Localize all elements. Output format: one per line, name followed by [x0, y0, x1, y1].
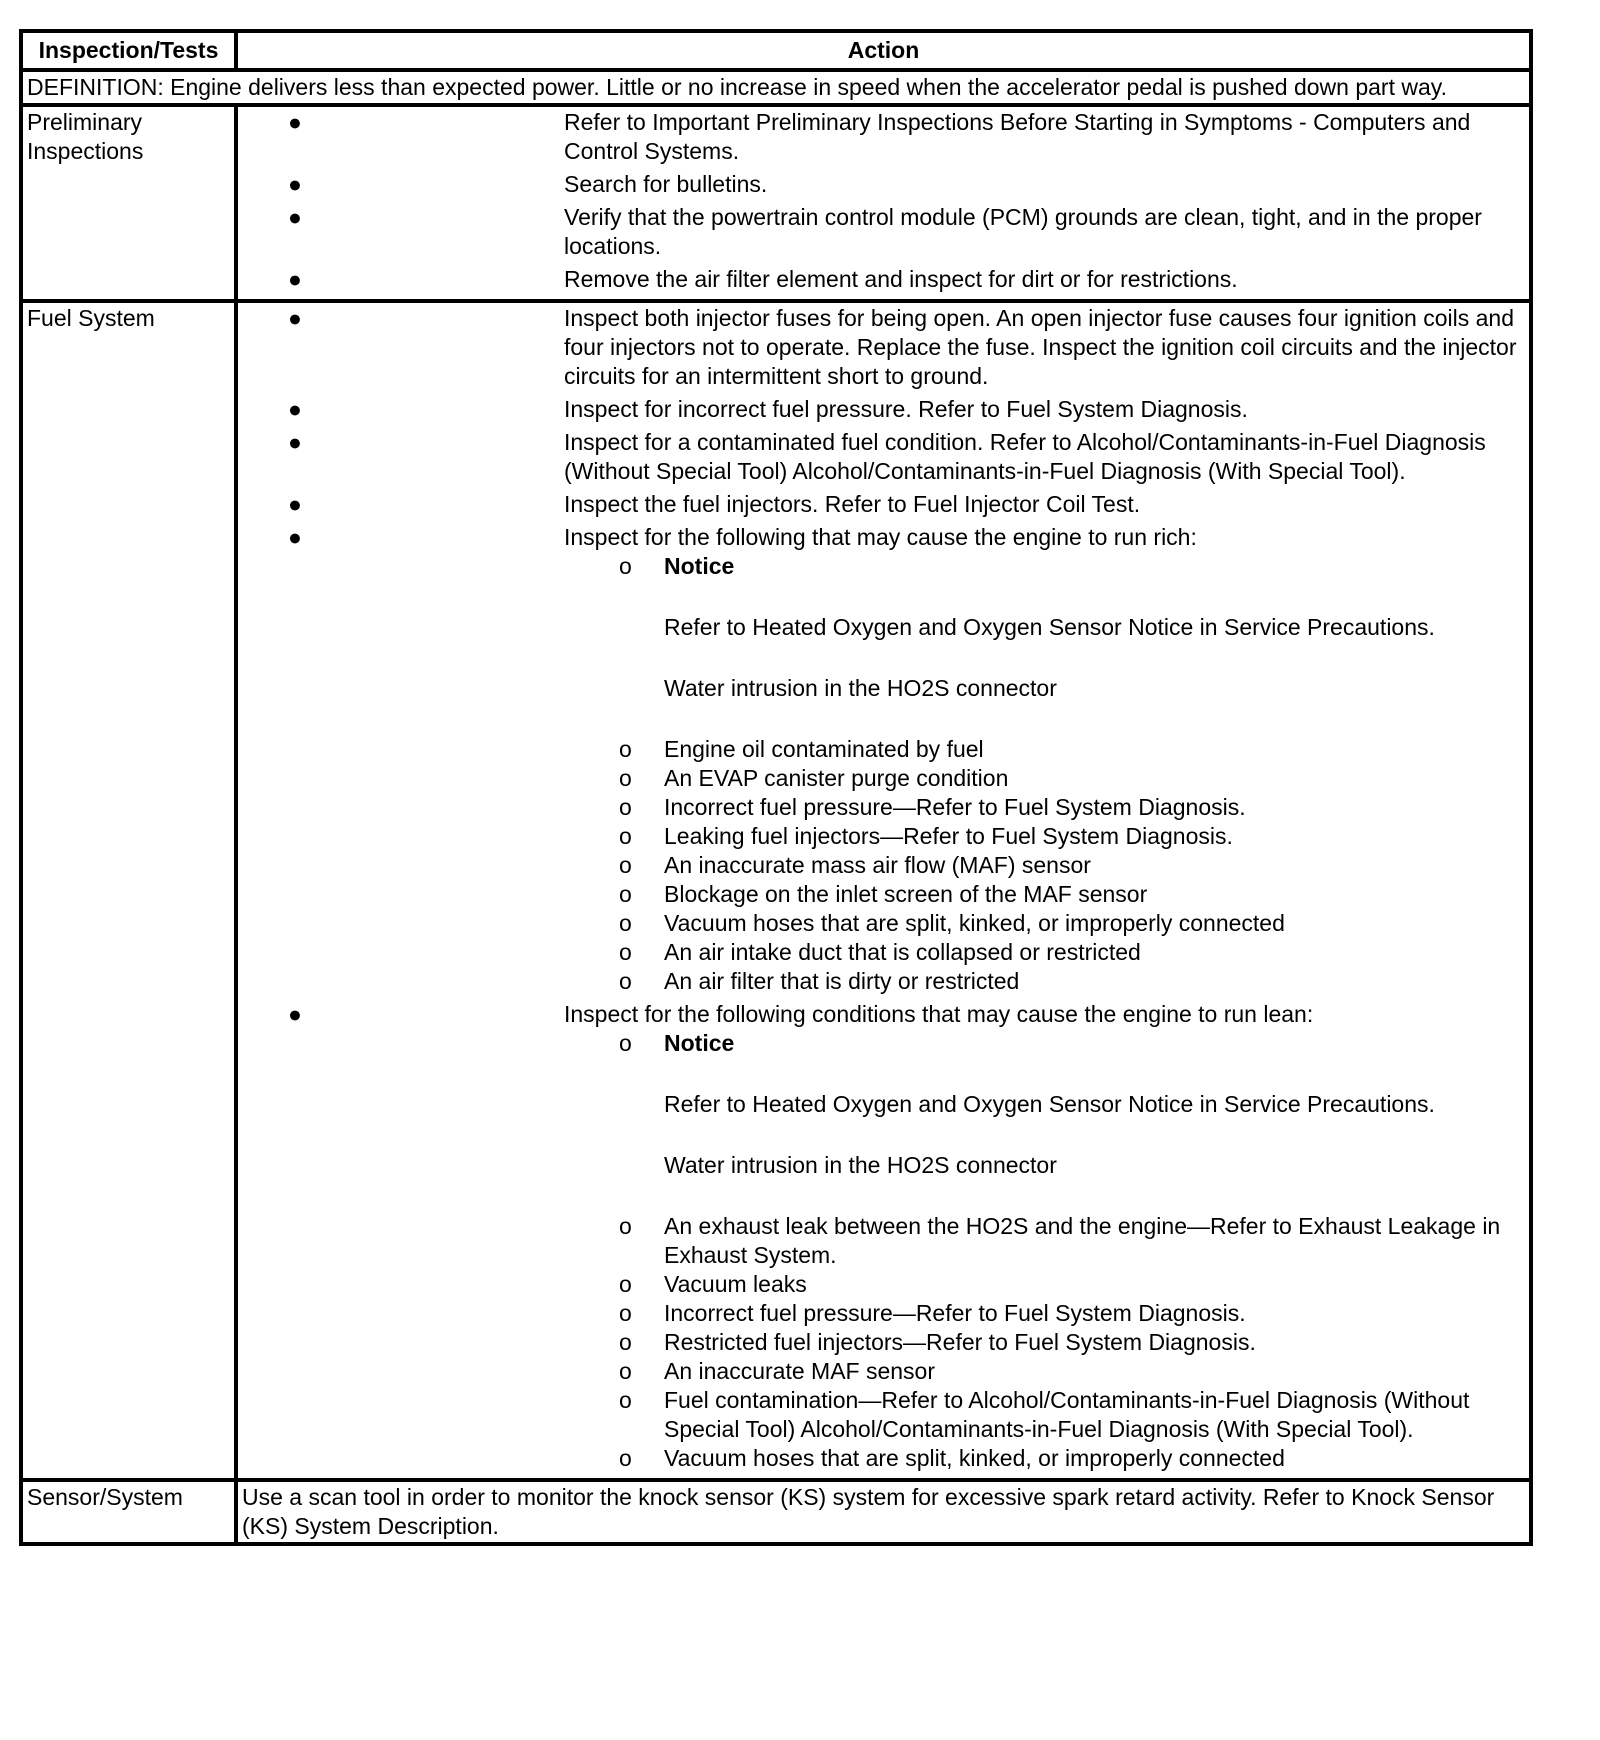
action-sensor-system: Use a scan tool in order to monitor the knock sensor (KS) system for excessive spark retard activity. Refer to Knock Sensor (KS) System Description. — [236, 1480, 1531, 1544]
bullet-text: Inspect for a contaminated fuel condition. Refer to Alcohol/Contaminants-in-Fuel Diagnosis (Without Special Tool) Alcohol/Contaminants-in-Fuel Diagnosis (With Special Tool). — [564, 429, 1486, 484]
notice-title: Notice — [664, 553, 735, 579]
sub-item-text: An EVAP canister purge condition — [664, 765, 1009, 791]
bullet-marker: ● — [288, 429, 302, 455]
list-item — [242, 490, 1525, 519]
row-sensor-system — [21, 1480, 1531, 1544]
list-item — [242, 265, 1525, 294]
header-row — [21, 31, 1531, 70]
sub-marker: o — [619, 794, 632, 820]
list-item — [242, 395, 1525, 424]
rich-condition-list — [619, 735, 1525, 996]
list-item — [619, 822, 1525, 851]
sub-marker: o — [619, 1300, 632, 1326]
sub-marker: o — [619, 1213, 632, 1239]
sub-marker: o — [619, 823, 632, 849]
bullet-marker: ● — [288, 1001, 302, 1027]
sub-item-text: An air intake duct that is collapsed or restricted — [664, 939, 1141, 965]
list-item — [242, 428, 1525, 486]
list-item — [619, 764, 1525, 793]
list-item — [242, 304, 1525, 391]
bullet-text: Inspect the fuel injectors. Refer to Fuel Injector Coil Test. — [564, 491, 1141, 517]
bullet-marker: ● — [288, 524, 302, 550]
bullet-text: Refer to Important Preliminary Inspections Before Starting in Symptoms - Computers and Control Systems. — [564, 109, 1471, 164]
sub-marker: o — [619, 939, 632, 965]
sub-marker: o — [619, 1271, 632, 1297]
list-item — [242, 170, 1525, 199]
list-item — [619, 1386, 1525, 1444]
sub-item-text: Blockage on the inlet screen of the MAF sensor — [664, 881, 1148, 907]
lean-sub-list — [242, 1029, 1525, 1473]
bullet-marker: ● — [288, 204, 302, 230]
sub-marker: o — [619, 1387, 632, 1413]
bullet-text: Verify that the powertrain control module (PCM) grounds are clean, tight, and in the proper locations. — [564, 204, 1482, 259]
notice-spacer — [664, 1180, 1525, 1212]
bullet-text: Search for bulletins. — [564, 171, 768, 197]
list-item — [619, 1357, 1525, 1386]
notice-line-2: Water intrusion in the HO2S connector — [664, 1152, 1057, 1178]
notice-line-2: Water intrusion in the HO2S connector — [664, 675, 1057, 701]
sub-marker: o — [619, 1358, 632, 1384]
sub-marker: o — [619, 1445, 632, 1471]
lean-notice — [619, 1029, 1525, 1212]
sub-marker: o — [619, 1030, 632, 1056]
bullet-marker: ● — [288, 109, 302, 135]
sub-item-text: Vacuum hoses that are split, kinked, or improperly connected — [664, 910, 1285, 936]
list-item — [619, 880, 1525, 909]
list-item — [242, 1000, 1525, 1473]
bullet-marker: ● — [288, 171, 302, 197]
action-fuel-system — [236, 301, 1531, 1480]
sub-marker: o — [619, 968, 632, 994]
sub-item-text: Incorrect fuel pressure—Refer to Fuel System Diagnosis. — [664, 1300, 1246, 1326]
notice-title: Notice — [664, 1030, 735, 1056]
sub-marker: o — [619, 881, 632, 907]
bullet-text: Inspect for incorrect fuel pressure. Refer to Fuel System Diagnosis. — [564, 396, 1248, 422]
label-fuel-system: Fuel System — [21, 301, 236, 1480]
label-preliminary-inspections: Preliminary Inspections — [21, 105, 236, 301]
header-inspection-tests: Inspection/Tests — [21, 31, 236, 70]
bullet-marker: ● — [288, 266, 302, 292]
notice-line-1: Refer to Heated Oxygen and Oxygen Sensor Notice in Service Precautions. — [664, 614, 1435, 640]
list-item — [619, 1328, 1525, 1357]
list-item — [619, 1299, 1525, 1328]
definition-row — [21, 70, 1531, 105]
sub-item-text: Leaking fuel injectors—Refer to Fuel System Diagnosis. — [664, 823, 1233, 849]
sub-item-text: An exhaust leak between the HO2S and the engine—Refer to Exhaust Leakage in Exhaust System. — [664, 1213, 1501, 1268]
bullet-marker: ● — [288, 491, 302, 517]
sub-marker: o — [619, 736, 632, 762]
sub-marker: o — [619, 852, 632, 878]
sub-item-text: An inaccurate mass air flow (MAF) sensor — [664, 852, 1091, 878]
sub-item-text: Vacuum hoses that are split, kinked, or improperly connected — [664, 1445, 1285, 1471]
sub-item-text: An air filter that is dirty or restricted — [664, 968, 1020, 994]
row-preliminary-inspections — [21, 105, 1531, 301]
diagnostic-table — [19, 29, 1533, 1546]
sub-marker: o — [619, 765, 632, 791]
list-item — [619, 967, 1525, 996]
sub-marker: o — [619, 910, 632, 936]
preliminary-bullet-list — [242, 108, 1525, 294]
header-action: Action — [236, 31, 1531, 70]
notice-spacer — [664, 703, 1525, 735]
action-preliminary-inspections — [236, 105, 1531, 301]
bullet-text: Inspect for the following that may cause the engine to run rich: — [564, 524, 1197, 550]
list-item — [619, 735, 1525, 764]
bullet-text: Inspect both injector fuses for being open. An open injector fuse causes four ignition coils and four injectors not to operate. Replace the fuse. Inspect the ignition coil circuits and the injector circuits for an intermittent short to ground. — [564, 305, 1517, 389]
definition-text: DEFINITION: Engine delivers less than expected power. Little or no increase in speed when the accelerator pedal is pushed down part way. — [21, 70, 1531, 105]
list-item — [619, 938, 1525, 967]
rich-notice — [619, 552, 1525, 735]
list-item — [242, 108, 1525, 166]
sub-marker: o — [619, 553, 632, 579]
row-fuel-system — [21, 301, 1531, 1480]
list-item — [242, 203, 1525, 261]
list-item — [619, 1212, 1525, 1270]
notice-line-1: Refer to Heated Oxygen and Oxygen Sensor Notice in Service Precautions. — [664, 1091, 1435, 1117]
list-item — [619, 1444, 1525, 1473]
bullet-marker: ● — [288, 396, 302, 422]
lean-condition-list — [619, 1212, 1525, 1473]
list-item — [619, 909, 1525, 938]
list-item — [619, 793, 1525, 822]
sub-marker: o — [619, 1329, 632, 1355]
list-item — [619, 1270, 1525, 1299]
sub-item-text: Fuel contamination—Refer to Alcohol/Contaminants-in-Fuel Diagnosis (Without Special Tool) Alcohol/Contaminants-in-Fuel Diagnosis (With Special Tool). — [664, 1387, 1470, 1442]
sub-item-text: Engine oil contaminated by fuel — [664, 736, 984, 762]
rich-sub-list — [242, 552, 1525, 996]
bullet-text: Inspect for the following conditions that may cause the engine to run lean: — [564, 1001, 1314, 1027]
label-sensor-system: Sensor/System — [21, 1480, 236, 1544]
sub-item-text: Restricted fuel injectors—Refer to Fuel System Diagnosis. — [664, 1329, 1256, 1355]
fuel-bullet-list — [242, 304, 1525, 1473]
bullet-marker: ● — [288, 305, 302, 331]
sub-item-text: Incorrect fuel pressure—Refer to Fuel System Diagnosis. — [664, 794, 1246, 820]
list-item — [242, 523, 1525, 996]
sub-item-text: An inaccurate MAF sensor — [664, 1358, 936, 1384]
sub-item-text: Vacuum leaks — [664, 1271, 807, 1297]
list-item — [619, 851, 1525, 880]
bullet-text: Remove the air filter element and inspect for dirt or for restrictions. — [564, 266, 1238, 292]
